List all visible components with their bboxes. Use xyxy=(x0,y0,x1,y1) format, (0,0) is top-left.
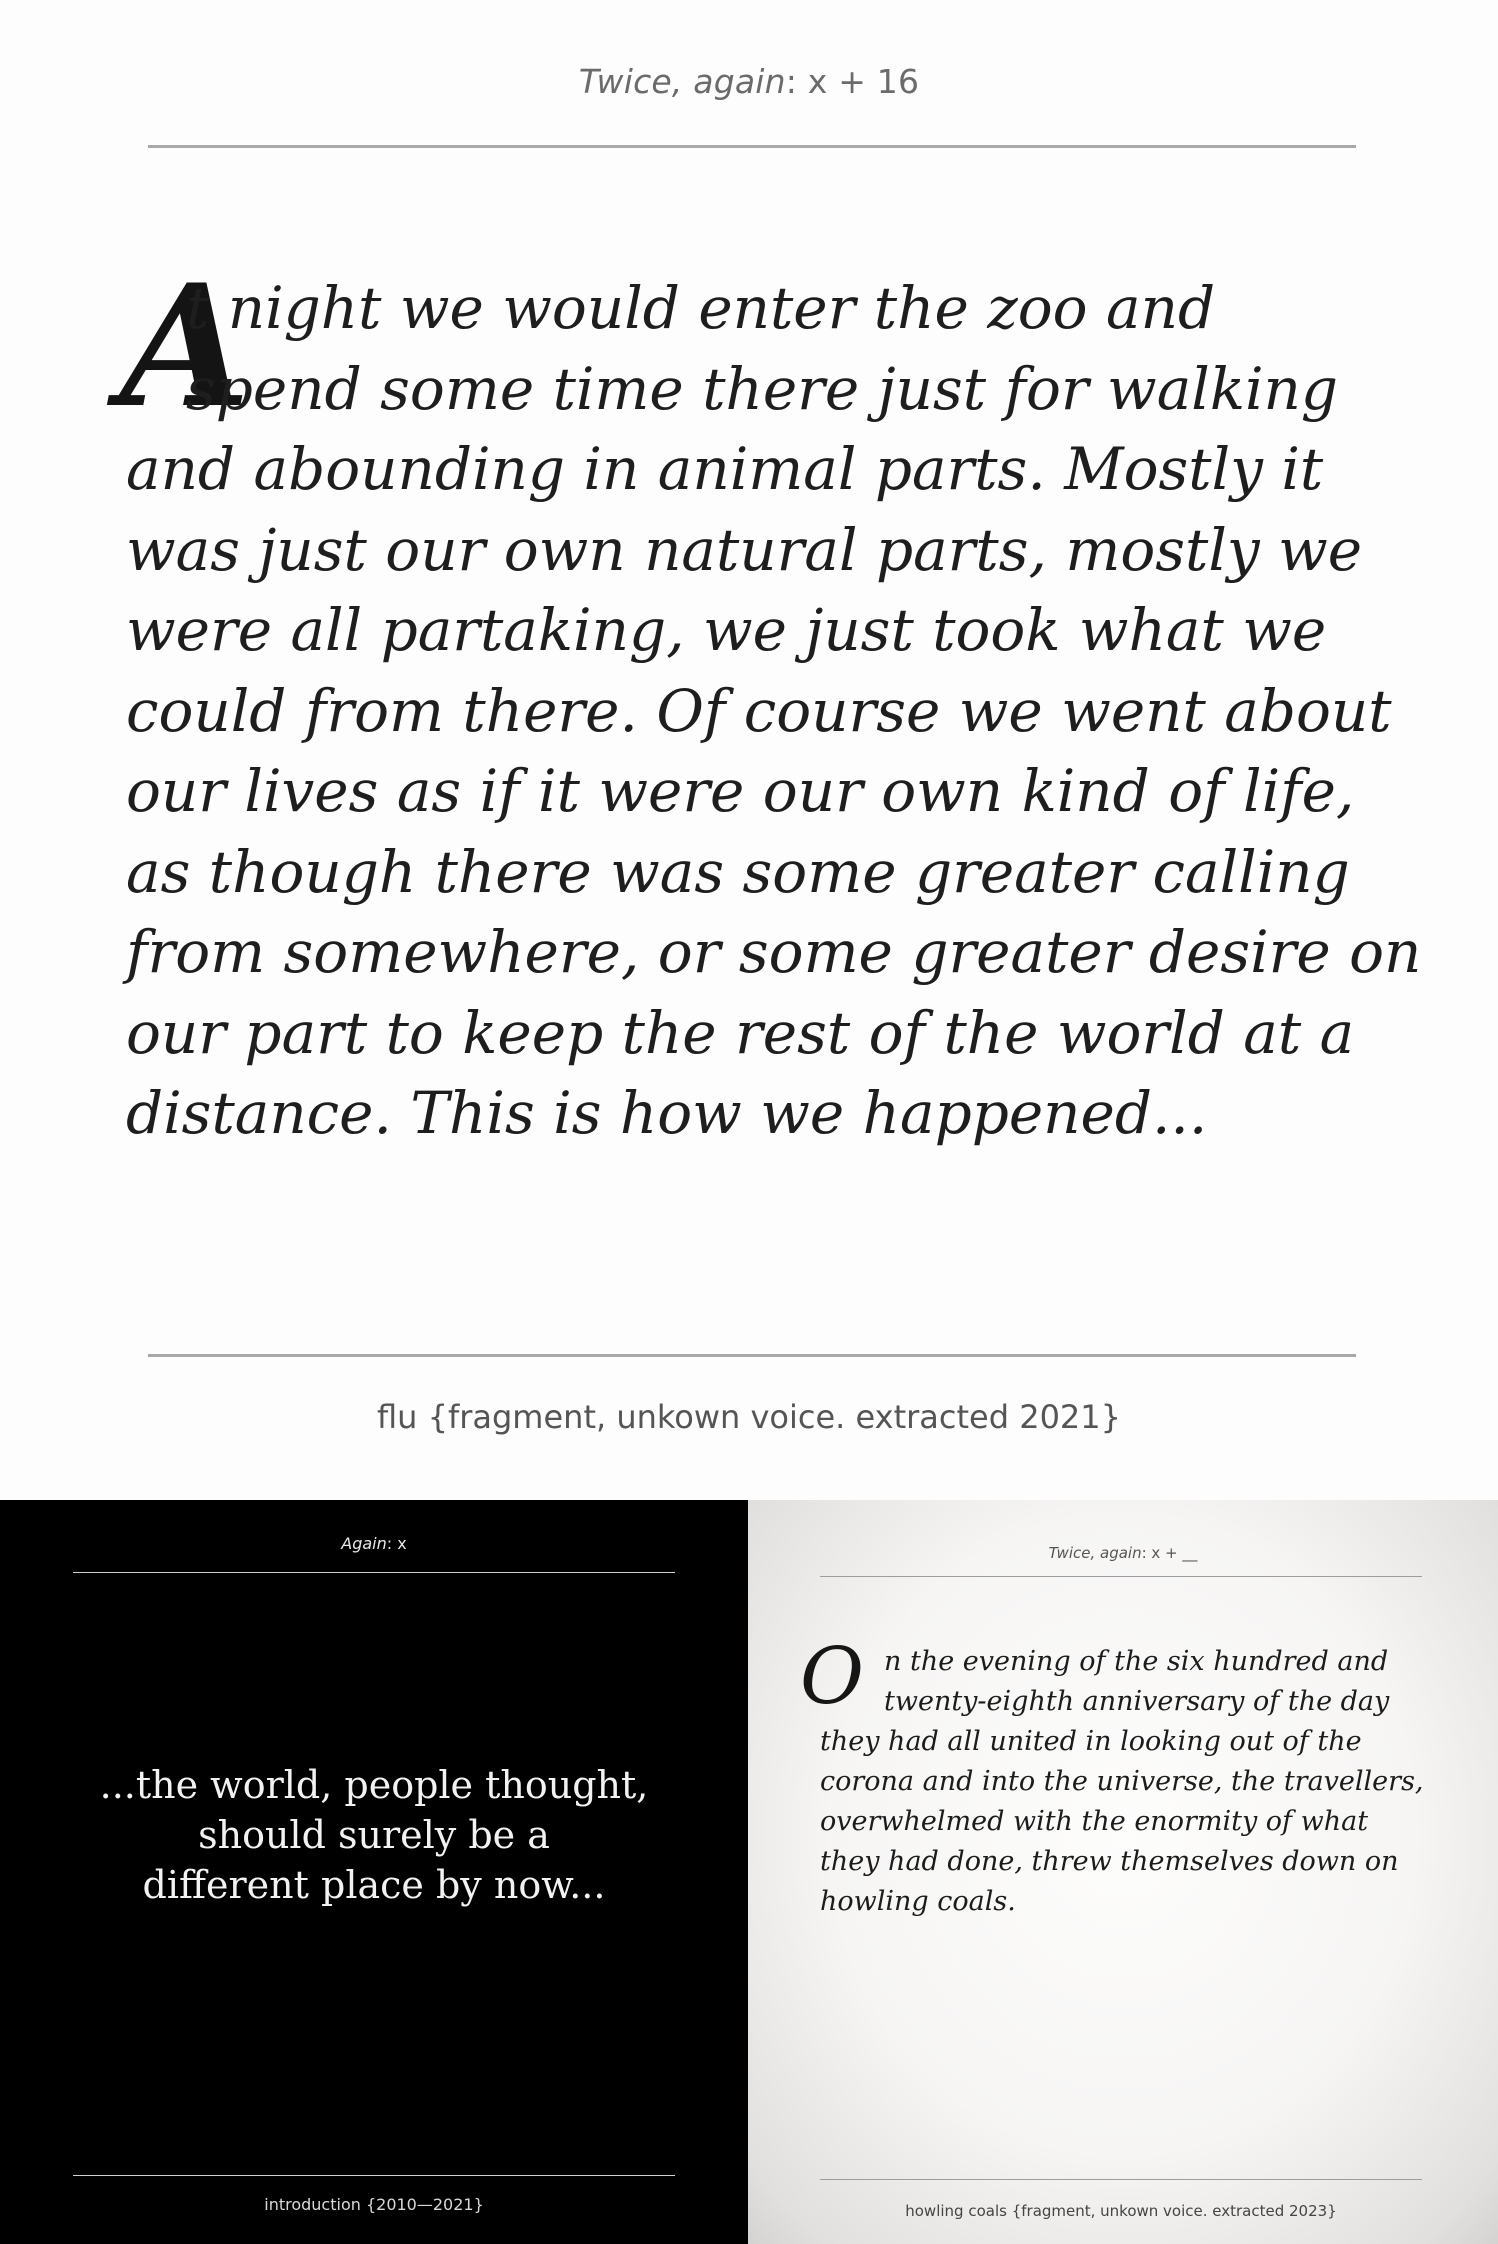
top-page-caption: flu {fragment, unkown voice. extracted 2021} xyxy=(376,1398,1121,1436)
light-body-line: howling coals. xyxy=(820,1886,1016,1917)
black-page-header xyxy=(0,1534,748,1553)
light-body-line: they had done, threw themselves down on xyxy=(820,1846,1399,1877)
top-body-line: from somewhere, or some greater desire on xyxy=(126,918,1422,986)
top-body-line: and abounding in animal parts. Mostly it xyxy=(126,435,1324,503)
black-footer-divider xyxy=(73,2175,675,2176)
black-header-italic: Again xyxy=(341,1534,387,1553)
black-page-caption: introduction {2010—2021} xyxy=(264,2195,484,2214)
top-drop-cap: A xyxy=(120,247,251,445)
black-body-line: ...the world, people thought, xyxy=(99,1763,649,1807)
top-body-line: spend some time there just for walking xyxy=(186,354,1339,423)
light-header-divider xyxy=(820,1576,1422,1577)
light-drop-cap: O xyxy=(800,1632,864,1722)
light-body-line: n the evening of the six hundred and xyxy=(884,1646,1389,1677)
light-page-header xyxy=(748,1544,1498,1562)
light-body-line: corona and into the universe, the travellers, xyxy=(820,1766,1424,1797)
light-page-caption: howling coals {fragment, unkown voice. extracted 2023} xyxy=(905,2202,1337,2220)
black-body-text xyxy=(0,1760,748,1910)
black-header-divider xyxy=(73,1572,675,1573)
top-body-line: could from there. Of course we went about xyxy=(126,676,1392,745)
top-body-line: as though there was some greater calling xyxy=(126,837,1350,906)
light-footer-divider xyxy=(820,2179,1422,2180)
light-body-line: they had all united in looking out of the xyxy=(820,1726,1362,1757)
top-header-divider xyxy=(148,145,1356,148)
top-body-line: our lives as if it were our own kind of life, xyxy=(126,757,1355,825)
top-body-line: were all partaking, we just took what we xyxy=(126,596,1327,664)
light-body-line: overwhelmed with the enormity of what xyxy=(820,1806,1369,1837)
top-body-text xyxy=(126,268,1422,1154)
top-body-line: our part to keep the rest of the world at a xyxy=(126,998,1355,1067)
top-body-line: t night we would enter the zoo and xyxy=(186,274,1216,342)
light-header-italic: Twice, again xyxy=(1048,1544,1142,1562)
black-header-rest: : x xyxy=(386,1534,407,1553)
top-body-line: distance. This is how we happened... xyxy=(126,1079,1208,1147)
top-footer-divider xyxy=(148,1354,1356,1357)
black-body-line: should surely be a xyxy=(198,1813,550,1857)
top-header-italic: Twice, again xyxy=(578,62,786,101)
light-header-rest: : x + __ xyxy=(1141,1544,1198,1562)
top-body-line: was just our own natural parts, mostly we xyxy=(126,515,1363,584)
top-header-rest: : x + 16 xyxy=(785,62,920,101)
light-body-line: twenty-eighth anniversary of the day xyxy=(884,1686,1390,1717)
black-body-line: different place by now... xyxy=(142,1863,606,1907)
top-page-header xyxy=(0,62,1498,101)
light-body-text xyxy=(820,1642,1460,1922)
